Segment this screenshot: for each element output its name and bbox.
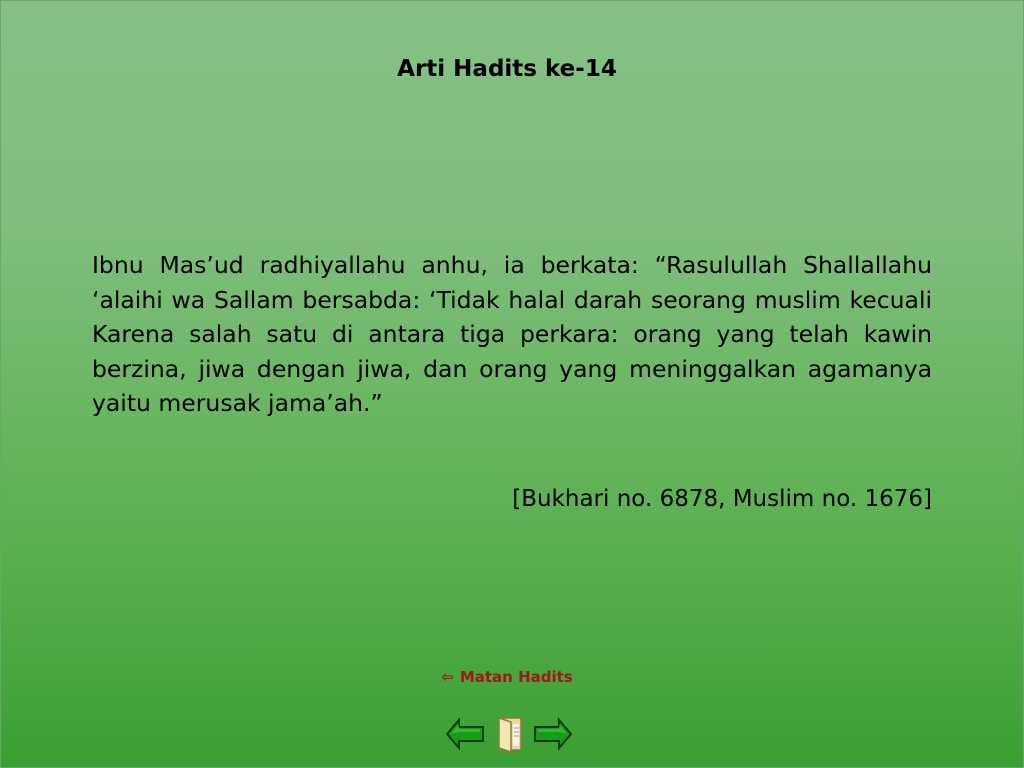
matan-hadits-label: Matan Hadits (459, 668, 573, 686)
slide-navigation (445, 714, 575, 754)
folder-icon (495, 714, 527, 754)
right-arrow-icon (533, 714, 573, 754)
home-folder-button[interactable] (495, 714, 527, 754)
previous-slide-button[interactable] (445, 714, 485, 754)
next-slide-button[interactable] (533, 714, 573, 754)
hadith-translation-text: Ibnu Mas’ud radhiyallahu anhu, ia berkata: “Rasulullah Shallallahu ‘alaihi wa Sallam bersabda: ‘Tidak halal darah seorang muslim kecuali Karena salah satu di antara tiga perkara: orang yang telah kawin berzina, jiwa dengan jiwa, dan orang yang meninggalkan agamanya yaitu merusak jama’ah.” (92, 251, 932, 417)
back-arrow-icon: ⇦ (441, 668, 454, 686)
slide-title: Arti Hadits ke-14 (397, 56, 617, 82)
hadith-citation: [Bukhari no. 6878, Muslim no. 1676] (512, 486, 932, 512)
left-arrow-icon (445, 714, 485, 754)
matan-hadits-link[interactable] (0, 668, 1014, 686)
